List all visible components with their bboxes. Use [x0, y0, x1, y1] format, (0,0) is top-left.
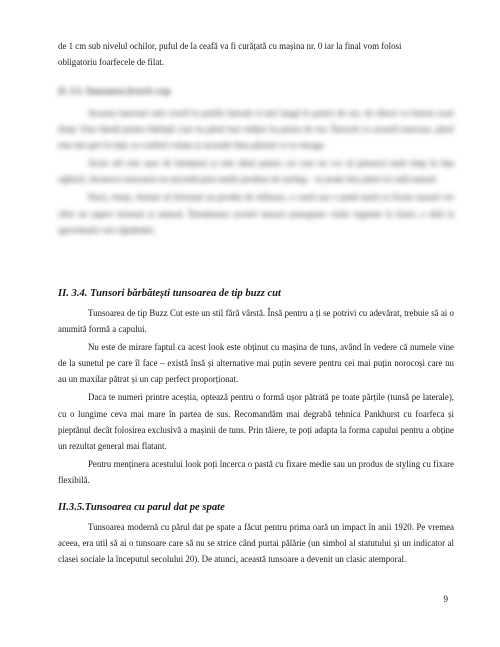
buzz-paragraph-4: Pentru menținera acestului look poți încerca o pastă cu fixare medie sau un produs de styling cu fixare flexibilă.: [58, 458, 454, 485]
section-heading-slicked-back: II.3.5.Tunsoarea cu parul dat pe spate: [58, 502, 225, 513]
section-heading-buzz-cut: II. 3.4. Tunsori bărbătești tunsoarea de tip buzz cut: [58, 288, 282, 299]
slicked-back-paragraph-1: Tunsoarea modernă cu părul dat pe spate a făcut pentru prima oară un impact în anii 1920. Pe vremea aceea, era util să ai o tunsoare care să nu se strice când purtai pălărie (un simbol al statutului și un indicator al clasei sociale la începutul secolului 20). De atunci, această tunsoare a devenit un clasic atemporal.: [58, 522, 454, 565]
blurred-paragraph-3: Dacă, totuși, dorești să folosești un produs de stilizare, o ceară sau o pastă mată cu fixare ușoară vor oferi un aspect texturat și natural. Întreținerea acestei tunsori presupune vizite regulate la frizer, o dată la aproximativ trei săptămâni.: [58, 192, 454, 235]
buzz-paragraph-2: Nu este de mirare faptul ca acest look este obținut cu mașina de tuns, având în vedere că numele vine de la sunetul pe care îl face – există însă și alternative mai puțin severe pentru cei mai puțin norocoși care nu au un maxilar pătrat și un cap perfect proporționat.: [58, 342, 454, 385]
buzz-paragraph-3: Daca te numeri printre aceștia, optează pentru o formă ușor pătrată pe toate părțile (tunsă pe laterale), cu o lungime ceva mai mare în partea de sus. Recomandăm mai degrabă tehnica Pankhurst cu foarfeca și pieptănul decât folosirea exclusivă a mașinii de tuns. Prin tăiere, te poți adapta la forma capului pentru a obține un rezultat general mai flatant.: [58, 392, 454, 451]
blurred-heading: II. 3.3. Tunsoarea french crop: [58, 86, 171, 96]
page-number: 9: [443, 594, 448, 604]
blurred-paragraph-1: Aceasta tunsoare este scurtă la partile laterale si mai lungă în partea de sus, de obicei cu breton scurt drept. Este ideală pentru bărbații care au părul mai subțire în partea de sus. Întrucât cu această tunsoare, părul este dat spre în față, ea conferă volum și ascunde linia părului ce se retrage.: [58, 108, 454, 151]
intro-line-2: obligatoriu foarfecele de filat.: [58, 57, 164, 68]
blurred-section: [58, 84, 454, 238]
blurred-paragraph-2: Acest stil este ușor de întreținut și este ideal pentru cei care nu vor să petreacă mult timp în fața oglinzii, deoarece tunsoarea nu necesită prea multe produse de styling – se poate lăsa părul să cadă natural.: [58, 158, 454, 185]
buzz-paragraph-1: Tunsoarea de tip Buzz Cut este un stil fără vârstă. Însă pentru a ți se potrivi cu adevărat, trebuie să ai o anumită formă a capului.: [58, 308, 454, 335]
section-buzz-cut: [58, 286, 454, 488]
intro-line-1: de 1 cm sub nivelul ochilor, puful de la ceafă va fi curățată cu mașina nr. 0 iar la final vom folosi: [58, 41, 402, 51]
intro-paragraph: [58, 38, 454, 70]
section-slicked-back: [58, 500, 454, 567]
